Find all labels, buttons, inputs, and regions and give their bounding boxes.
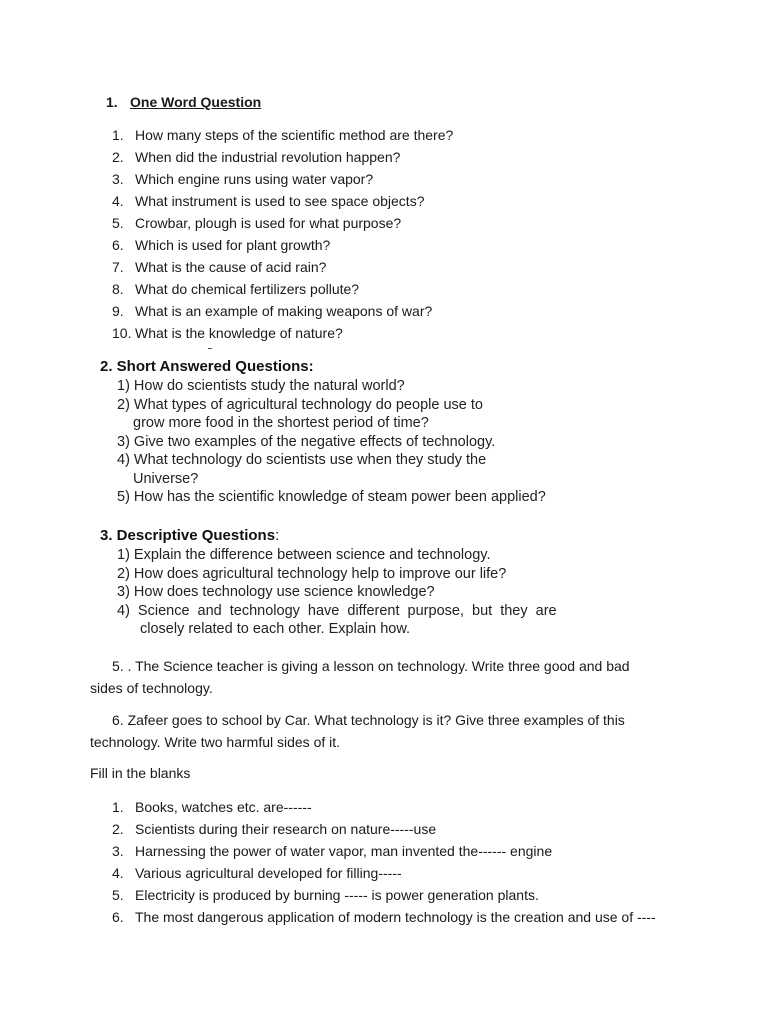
item-number: 5. [112, 215, 124, 231]
list-item [112, 146, 453, 168]
list-item [112, 840, 656, 862]
item-number: 10. [112, 325, 132, 341]
item-text: 4) What technology do scientists use when they study the [117, 452, 487, 468]
item-number: 7. [112, 259, 124, 275]
item-number: 6. [112, 909, 124, 925]
list-item [112, 256, 453, 278]
item-text: The most dangerous application of modern technology is the creation and use of ---- [135, 909, 656, 925]
list-item [117, 377, 546, 396]
list-item [112, 906, 656, 928]
list-item [112, 884, 656, 906]
item-number: 8. [112, 281, 124, 297]
item-text: 1) Explain the difference between science and technology. [117, 547, 491, 563]
item-number: 9. [112, 303, 124, 319]
item-text: What is the cause of acid rain? [135, 259, 327, 275]
item-number: 3. [112, 843, 124, 859]
item-text: Crowbar, plough is used for what purpose? [135, 215, 402, 231]
item-text: 2) How does agricultural technology help to improve our life? [117, 565, 507, 582]
item-text: Books, watches etc. are------ [135, 799, 312, 815]
descriptive-list [117, 546, 557, 639]
item-number: 1. [112, 127, 124, 143]
list-item [117, 433, 546, 452]
list-item [112, 278, 453, 300]
fill-blanks-list [112, 796, 656, 928]
question-6 [90, 709, 650, 753]
descriptive-heading [100, 527, 279, 544]
item-number: 5. [112, 887, 124, 903]
item-text: How many steps of the scientific method are there? [135, 127, 454, 143]
list-item [112, 322, 453, 344]
scan-mark [208, 348, 212, 349]
item-number: 2. [112, 149, 124, 165]
item-text: What is an example of making weapons of war? [135, 303, 433, 319]
item-text: 3) Give two examples of the negative effects of technology. [117, 433, 496, 450]
list-item [117, 583, 557, 602]
item-number: 2. [112, 821, 124, 837]
section-number: 1. [106, 94, 118, 110]
item-text: Various agricultural developed for filling----- [135, 865, 402, 881]
list-item [112, 124, 453, 146]
item-text: 1) How do scientists study the natural world? [117, 378, 405, 394]
question-text: 6. Zafeer goes to school by Car. What technology is it? Give three examples of this technology. Write two harmful sides of it. [90, 712, 625, 750]
item-text: Harnessing the power of water vapor, man invented the------ engine [135, 843, 553, 859]
list-item [117, 488, 546, 507]
item-text-continued: grow more food in the shortest period of time? [133, 415, 429, 431]
one-word-list [112, 124, 453, 344]
list-item [112, 796, 656, 818]
question-text: 5. . The Science teacher is giving a lesson on technology. Write three good and bad sides of technology. [90, 658, 630, 696]
list-item [117, 565, 557, 584]
item-text: Which is used for plant growth? [135, 237, 331, 253]
list-item [112, 212, 453, 234]
list-item [112, 300, 453, 322]
fill-blanks-heading: Fill in the blanks [90, 765, 191, 781]
item-number: 3. [112, 171, 124, 187]
list-item [117, 396, 546, 433]
list-item [112, 190, 453, 212]
item-text: When did the industrial revolution happen? [135, 149, 401, 165]
item-number: 4. [112, 865, 124, 881]
short-answer-heading: 2. Short Answered Questions: [100, 358, 314, 375]
item-number: 4. [112, 193, 124, 209]
list-item [117, 602, 557, 639]
item-text-continued: Universe? [133, 470, 199, 487]
item-text: 3) How does technology use science knowledge? [117, 584, 435, 600]
item-text: Electricity is produced by burning ----- is power generation plants. [135, 887, 539, 903]
item-text: 4) Science and technology have different purpose, but they are [117, 602, 557, 619]
heading-colon: : [275, 527, 280, 544]
list-item [112, 862, 656, 884]
item-number: 6. [112, 237, 124, 253]
question-5 [90, 655, 650, 699]
section-title: One Word Question [130, 94, 262, 110]
item-text: What instrument is used to see space objects? [135, 193, 425, 209]
short-answer-list [117, 377, 546, 507]
one-word-heading [106, 94, 261, 110]
item-text: What is the knowledge of nature? [135, 325, 343, 341]
list-item [112, 234, 453, 256]
item-text: What do chemical fertilizers pollute? [135, 281, 360, 297]
item-text: 2) What types of agricultural technology do people use to [117, 396, 483, 413]
list-item [117, 546, 557, 565]
list-item [117, 451, 546, 488]
item-number: 1. [112, 799, 124, 815]
item-text: 5) How has the scientific knowledge of steam power been applied? [117, 489, 546, 505]
heading-text: 3. Descriptive Questions [100, 527, 276, 544]
item-text: Scientists during their research on nature-----use [135, 821, 437, 837]
list-item [112, 168, 453, 190]
item-text-continued: closely related to each other. Explain how. [140, 621, 411, 637]
list-item [112, 818, 656, 840]
item-text: Which engine runs using water vapor? [135, 171, 374, 187]
